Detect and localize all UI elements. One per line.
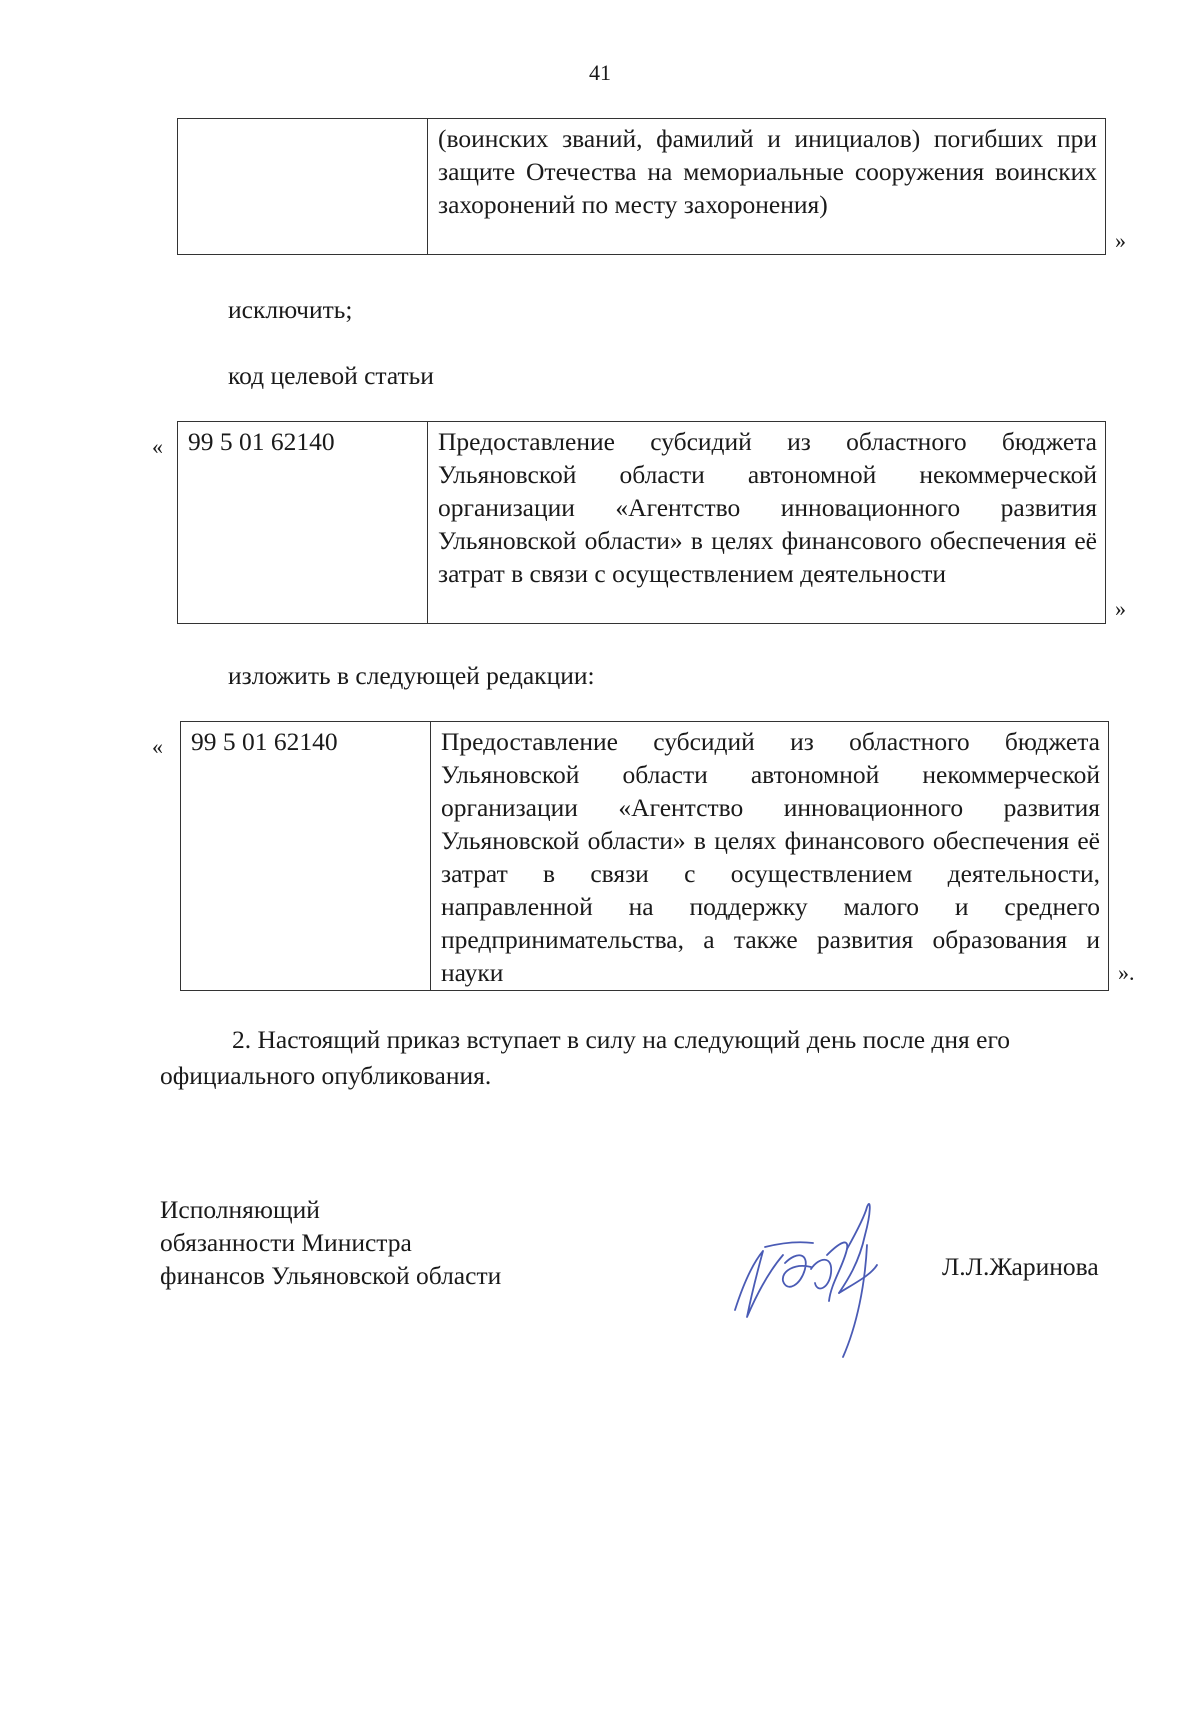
- signatory-position-line: финансов Ульяновской области: [160, 1261, 502, 1290]
- table-row: [181, 722, 1109, 991]
- handwritten-signature: [715, 1185, 915, 1370]
- signatory-position: [160, 1193, 501, 1292]
- page-number: 41: [589, 60, 611, 85]
- effective-date-paragraph-line1: 2. Настоящий приказ вступает в силу на следующий день после дня его: [232, 1025, 1011, 1054]
- signatory-position-line: Исполняющий: [160, 1195, 320, 1224]
- target-article-table-continued: [177, 118, 1106, 255]
- opening-quote: «: [152, 734, 163, 759]
- new-edition-table: [180, 721, 1109, 991]
- instruction-new-edition: изложить в следующей редакции:: [228, 661, 595, 690]
- signatory-position-line: обязанности Министра: [160, 1228, 412, 1257]
- closing-quote: »: [1115, 228, 1126, 253]
- effective-date-paragraph-line2: официального опубликования.: [160, 1061, 492, 1090]
- signatory-name: Л.Л.Жаринова: [942, 1252, 1099, 1281]
- opening-quote: «: [152, 434, 163, 459]
- target-article-description-cell: (воинских званий, фамилий и инициалов) погибших при защите Отечества на мемориальные сооружения воинских захоронений по месту захоронения): [428, 119, 1106, 255]
- table-row: [178, 119, 1106, 255]
- closing-quote: ».: [1118, 960, 1135, 985]
- closing-quote: »: [1115, 596, 1126, 621]
- new-edition-description-cell: Предоставление субсидий из областного бюджета Ульяновской области автономной некоммерческой организации «Агентство инновационного развития Ульяновской области» в целях финансового обеспечения её затрат в связи с осуществлением деятельности, направленной на поддержку малого и среднего предпринимательства, а также развития образования и науки: [431, 722, 1109, 991]
- target-article-code-cell: [178, 119, 428, 255]
- old-edition-description-cell: Предоставление субсидий из областного бюджета Ульяновской области автономной некоммерческой организации «Агентство инновационного развития Ульяновской области» в целях финансового обеспечения её затрат в связи с осуществлением деятельности: [428, 422, 1106, 624]
- new-edition-code-cell: 99 5 01 62140: [181, 722, 431, 991]
- old-edition-code-cell: 99 5 01 62140: [178, 422, 428, 624]
- instruction-exclude: исключить;: [228, 295, 353, 324]
- old-edition-table: [177, 421, 1106, 624]
- table-row: [178, 422, 1106, 624]
- instruction-code-label: код целевой статьи: [228, 361, 434, 390]
